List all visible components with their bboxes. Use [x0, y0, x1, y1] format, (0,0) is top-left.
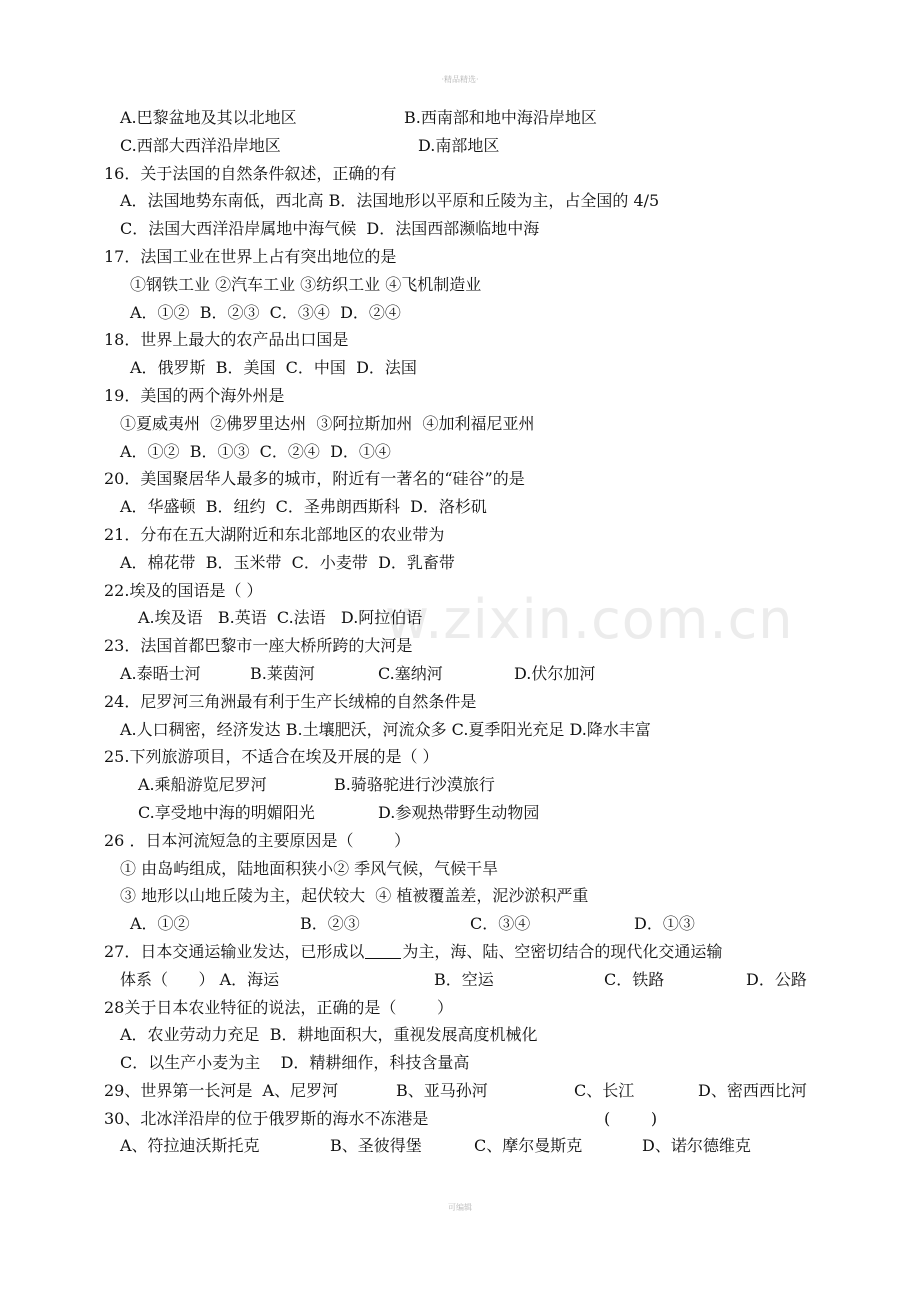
segment-text: A．①② B．②③ C．③④ D．②④	[130, 302, 401, 322]
text-segment	[138, 771, 267, 799]
segment-text: A.巴黎盆地及其以北地区	[120, 108, 297, 127]
text-segment	[130, 271, 481, 299]
text-line	[104, 855, 834, 883]
segment-text: 16．关于法国的自然条件叙述，正确的有	[104, 163, 397, 183]
text-segment	[120, 1049, 469, 1077]
text-line	[104, 1105, 834, 1133]
text-line	[104, 827, 834, 855]
segment-text: A．法国地势东南低，西北高 B．法国地形以平原和丘陵为主，占全国的 4/5	[120, 191, 660, 211]
segment-text: ① 由岛屿组成，陆地面积狭小② 季风气候，气候干旱	[120, 858, 499, 878]
text-segment	[418, 132, 499, 160]
text-segment	[474, 1132, 582, 1160]
text-line	[104, 716, 834, 744]
text-segment	[104, 160, 396, 188]
text-segment	[104, 577, 263, 605]
segment-text: 20．美国聚居华人最多的城市，附近有一著名的“硅谷”的是	[104, 469, 525, 489]
segment-text: B.西南部和地中海沿岸地区	[404, 108, 597, 127]
text-segment	[104, 994, 453, 1022]
segment-text: A．①② B．①③ C．②④ D．①④	[120, 441, 391, 461]
text-segment	[514, 660, 595, 688]
segment-text: A．华盛顿 B．纽约 C．圣弗朗西斯科 D．洛杉矶	[120, 497, 487, 517]
segment-text: B．②③	[300, 914, 360, 934]
segment-text: 23．法国首都巴黎市一座大桥所跨的大河是	[104, 636, 413, 656]
segment-text: A．①②	[130, 914, 190, 934]
text-segment	[120, 882, 588, 910]
segment-text: A．棉花带 B．玉米带 C．小麦带 D．乳畜带	[120, 552, 455, 572]
text-line	[104, 994, 834, 1022]
text-line	[104, 743, 834, 771]
text-line	[104, 938, 834, 966]
text-segment	[120, 438, 391, 466]
text-segment	[378, 799, 539, 827]
text-line	[104, 354, 834, 382]
segment-text: 27．日本交通运输业发达，已形成以	[104, 941, 365, 961]
text-line	[104, 104, 834, 132]
segment-text: ( )	[604, 1108, 658, 1128]
text-segment	[104, 688, 476, 716]
text-segment	[330, 1132, 422, 1160]
text-segment	[120, 966, 279, 994]
text-segment	[104, 465, 525, 493]
text-segment	[104, 632, 412, 660]
text-line	[104, 187, 834, 215]
text-segment	[120, 132, 281, 160]
text-line	[104, 132, 834, 160]
segment-text: 17．法国工业在世界上占有突出地位的是	[104, 246, 397, 266]
text-segment	[120, 549, 455, 577]
segment-text: D．公路	[746, 969, 807, 989]
text-line	[104, 549, 834, 577]
segment-text: B、圣彼得堡	[330, 1136, 422, 1156]
text-line	[104, 410, 834, 438]
segment-text: 25.下列旅游项目，不适合在埃及开展的是（ ）	[104, 747, 439, 767]
segment-text: B.骑骆驼进行沙漠旅行	[334, 775, 495, 795]
text-segment	[634, 910, 695, 938]
segment-text: C.塞纳河	[378, 663, 443, 683]
text-segment	[138, 604, 422, 632]
segment-text: A.人口稠密，经济发达 B.土壤肥沃，河流众多 C.夏季阳光充足 D.降水丰富	[120, 719, 651, 739]
segment-text: C．铁路	[604, 969, 665, 989]
segment-text: A．农业劳动力充足 B．耕地面积大，重视发展高度机械化	[120, 1025, 538, 1045]
segment-text: C．以生产小麦为主 D．精耕细作，科技含量高	[120, 1053, 470, 1073]
segment-text: 24．尼罗河三角洲最有利于生产长绒棉的自然条件是	[104, 691, 477, 711]
segment-text: A.埃及语 B.英语 C.法语 D.阿拉伯语	[138, 608, 423, 628]
text-segment	[604, 1105, 657, 1133]
segment-text: C.西部大西洋沿岸地区	[120, 135, 281, 155]
segment-text: A.泰晤士河	[120, 663, 201, 683]
text-segment	[104, 382, 284, 410]
text-segment	[104, 938, 722, 966]
segment-text: 体系（ ） A．海运	[120, 969, 280, 989]
text-line	[104, 271, 834, 299]
segment-text: D、密西西比河	[698, 1080, 807, 1100]
segment-text: A.乘船游览尼罗河	[138, 775, 267, 795]
text-segment	[120, 187, 659, 215]
segment-text: D.南部地区	[418, 135, 500, 155]
page-footer: 可编辑	[448, 1203, 472, 1212]
text-segment	[130, 299, 401, 327]
text-line	[104, 771, 834, 799]
text-segment	[120, 410, 535, 438]
text-segment	[104, 1077, 338, 1105]
text-segment	[250, 660, 315, 688]
text-segment	[470, 910, 530, 938]
segment-text: 21．分布在五大湖附近和东北部地区的农业带为	[104, 524, 445, 544]
text-line	[104, 1021, 834, 1049]
segment-text: D、诺尔德维克	[642, 1136, 751, 1156]
segment-text: D.伏尔加河	[514, 663, 596, 683]
segment-text: B.莱茵河	[250, 663, 315, 683]
page-header: ·精品精选·	[441, 75, 479, 84]
text-segment	[104, 326, 348, 354]
text-line	[104, 326, 834, 354]
text-segment	[574, 1077, 634, 1105]
text-segment	[104, 521, 444, 549]
text-segment	[104, 743, 439, 771]
text-line	[104, 465, 834, 493]
text-line	[104, 799, 834, 827]
text-segment	[604, 966, 664, 994]
segment-text: ③ 地形以山地丘陵为主，起伏较大 ④ 植被覆盖差，泥沙淤积严重	[120, 886, 589, 906]
segment-text: D.参观热带野生动物园	[378, 802, 540, 822]
segment-text: B、亚马孙河	[396, 1080, 488, 1100]
text-line	[104, 521, 834, 549]
text-segment	[120, 716, 651, 744]
segment-text: C、长江	[574, 1080, 635, 1100]
text-segment	[120, 660, 201, 688]
text-line	[104, 882, 834, 910]
text-line	[104, 604, 834, 632]
text-line	[104, 243, 834, 271]
segment-text: D．①③	[634, 914, 695, 934]
text-segment	[130, 354, 417, 382]
text-segment	[120, 855, 498, 883]
text-segment	[120, 1132, 260, 1160]
segment-text: ①钢铁工业 ②汽车工业 ③纺织工业 ④飞机制造业	[130, 274, 482, 294]
text-line	[104, 632, 834, 660]
text-segment	[104, 1105, 428, 1133]
text-segment	[104, 243, 396, 271]
segment-text: ①夏威夷州 ②佛罗里达州 ③阿拉斯加州 ④加利福尼亚州	[120, 413, 535, 433]
text-segment	[404, 104, 597, 132]
text-segment	[120, 493, 487, 521]
segment-text: A．俄罗斯 B．美国 C．中国 D．法国	[130, 358, 417, 378]
segment-text: 29、世界第一长河是 A、尼罗河	[104, 1080, 339, 1100]
text-segment	[130, 910, 190, 938]
text-segment	[138, 799, 315, 827]
segment-text: 18．世界上最大的农产品出口国是	[104, 330, 349, 350]
text-segment	[378, 660, 443, 688]
text-line	[104, 688, 834, 716]
document-body	[104, 104, 834, 1160]
text-line	[104, 299, 834, 327]
segment-text: C.享受地中海的明媚阳光	[138, 802, 315, 822]
text-line	[104, 966, 834, 994]
segment-text: 为主，海、陆、空密切结合的现代化交通运输	[402, 941, 723, 961]
segment-text: 26 ．日本河流短急的主要原因是（ ）	[104, 830, 411, 850]
segment-text: 19．美国的两个海外州是	[104, 385, 285, 405]
text-line	[104, 1077, 834, 1105]
segment-text: 22.埃及的国语是（ ）	[104, 580, 263, 600]
segment-text: B．空运	[434, 969, 494, 989]
segment-text: C．法国大西洋沿岸属地中海气候 D．法国西部濒临地中海	[120, 219, 540, 239]
text-line	[104, 382, 834, 410]
text-segment	[120, 104, 297, 132]
segment-text: 28关于日本农业特征的说法，正确的是（ ）	[104, 997, 454, 1017]
text-line	[104, 215, 834, 243]
text-line	[104, 438, 834, 466]
text-line	[104, 660, 834, 688]
text-segment	[698, 1077, 807, 1105]
watermark: w.zixin.com.cn	[385, 588, 794, 651]
text-line	[104, 1049, 834, 1077]
text-segment	[334, 771, 495, 799]
text-line	[104, 493, 834, 521]
text-line	[104, 910, 834, 938]
text-line	[104, 577, 834, 605]
fill-in-blank	[365, 944, 401, 959]
text-segment	[642, 1132, 751, 1160]
text-segment	[104, 827, 410, 855]
segment-text: C．③④	[470, 914, 531, 934]
text-segment	[434, 966, 494, 994]
text-segment	[746, 966, 807, 994]
text-segment	[396, 1077, 488, 1105]
text-segment	[120, 1021, 538, 1049]
segment-text: C、摩尔曼斯克	[474, 1136, 583, 1156]
segment-text: A、符拉迪沃斯托克	[120, 1136, 260, 1156]
text-line	[104, 160, 834, 188]
segment-text: 30、北冰洋沿岸的位于俄罗斯的海水不冻港是	[104, 1108, 429, 1128]
text-line	[104, 1132, 834, 1160]
text-segment	[300, 910, 360, 938]
text-segment	[120, 215, 539, 243]
